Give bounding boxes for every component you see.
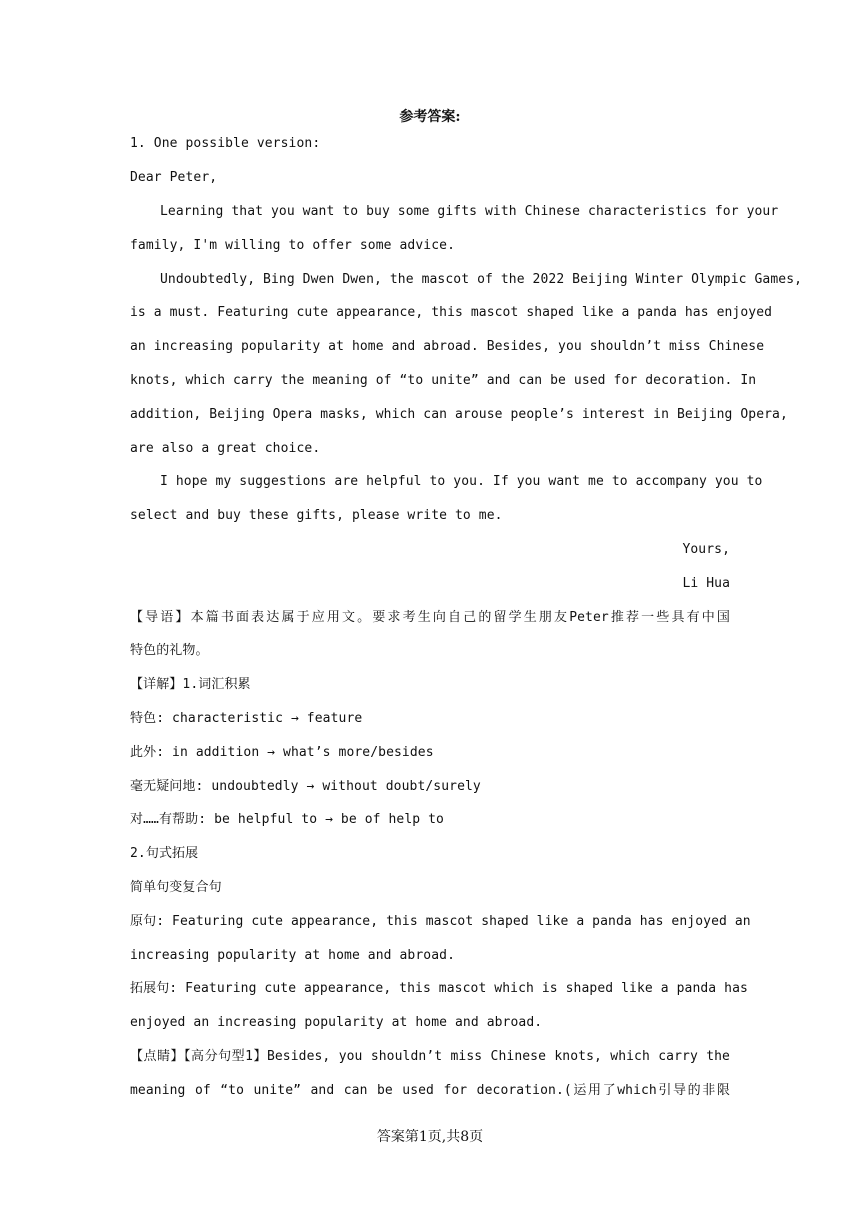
page-heading: 参考答案: (399, 109, 461, 125)
expanded-sentence: enjoyed an increasing popularity at home and abroad. (130, 1015, 543, 1030)
letter-line: I hope my suggestions are helpful to you. If you want me to accompany you to (160, 474, 763, 489)
detail-heading: 【详解】1.词汇积累 (130, 677, 251, 692)
letter-line: Learning that you want to buy some gifts with Chinese characteristics for your (160, 204, 779, 219)
highlight-note: 【点睛】【高分句型1】Besides, you shouldn’t miss Chinese knots, which carry the (130, 1049, 730, 1064)
vocab-item: 特色: characteristic → feature (130, 711, 363, 726)
original-sentence: 原句: Featuring cute appearance, this mascot shaped like a panda has enjoyed an (130, 914, 751, 929)
answer-intro: 1. One possible version: (130, 136, 321, 151)
letter-line: family, I'm willing to offer some advice. (130, 238, 455, 253)
sentence-subheading: 简单句变复合句 (130, 880, 222, 895)
vocab-item: 毫无疑问地: undoubtedly → without doubt/surely (130, 779, 481, 794)
letter-signature: Li Hua (682, 576, 730, 591)
letter-line: an increasing popularity at home and abroad. Besides, you shouldn’t miss Chinese (130, 339, 765, 354)
page-footer: 答案第1页,共8页 (376, 1129, 484, 1145)
highlight-note: meaning of “to unite” and can be used for decoration.(运用了which引导的非限 (130, 1083, 730, 1098)
expanded-sentence: 拓展句: Featuring cute appearance, this mascot which is shaped like a panda has (130, 981, 748, 996)
vocab-item: 此外: in addition → what’s more/besides (130, 745, 434, 760)
sentence-section-heading: 2.句式拓展 (130, 846, 199, 861)
letter-line: addition, Beijing Opera masks, which can arouse people’s interest in Beijing Opera, (130, 407, 788, 422)
letter-line: are also a great choice. (130, 441, 321, 456)
vocab-item: 对……有帮助: be helpful to → be of help to (130, 812, 444, 827)
letter-line: is a must. Featuring cute appearance, this mascot shaped like a panda has enjoyed (130, 305, 773, 320)
letter-salutation: Dear Peter, (130, 170, 218, 185)
original-sentence: increasing popularity at home and abroad. (130, 948, 455, 963)
guide-text: 特色的礼物。 (130, 643, 209, 658)
letter-line: Undoubtedly, Bing Dwen Dwen, the mascot of the 2022 Beijing Winter Olympic Games, (160, 272, 803, 287)
guide-text: 【导语】本篇书面表达属于应用文。要求考生向自己的留学生朋友Peter推荐一些具有中国 (130, 610, 730, 625)
letter-closing: Yours, (682, 542, 730, 557)
letter-line: knots, which carry the meaning of “to unite” and can be used for decoration. In (130, 373, 757, 388)
letter-line: select and buy these gifts, please write to me. (130, 508, 503, 523)
